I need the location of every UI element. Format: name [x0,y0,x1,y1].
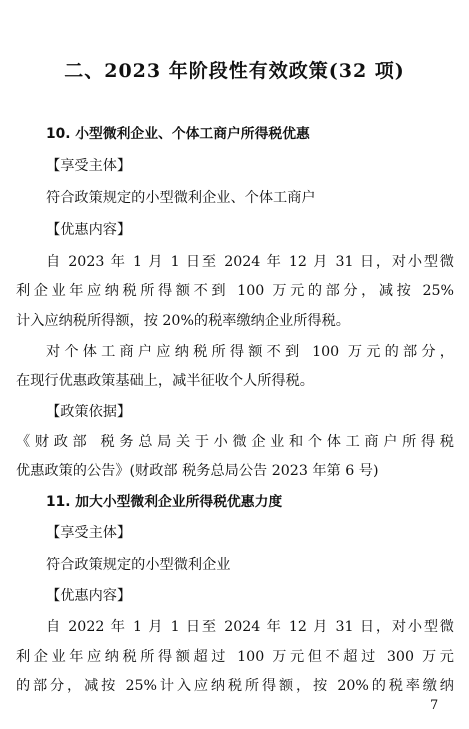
section-11-subject-label: 【享受主体】 [46,525,132,541]
section-10-heading: 10. 小型微利企业、个体工商户所得税优惠 [46,126,310,142]
section-11-content-label: 【优惠内容】 [46,588,132,604]
section-10-content-line: 计入应纳税所得额，按 20%的税率缴纳企业所得税。 [16,313,350,329]
section-10-content-line: 对个体工商户应纳税所得额不到 100 万元的部分， [46,344,454,360]
section-10-content-line: 在现行优惠政策基础上，减半征收个人所得税。 [16,373,314,389]
section-10-basis-line: 《财政部 税务总局关于小微企业和个体工商户所得税 [16,434,454,450]
section-10-basis-label: 【政策依据】 [46,404,132,420]
section-11-content-line: 的部分，减按 25%计入应纳税所得额，按 20%的税率缴纳 [16,678,454,694]
section-10-content-label: 【优惠内容】 [46,222,132,238]
section-10-basis-line: 优惠政策的公告》(财政部 税务总局公告 2023 年第 6 号) [16,463,379,479]
section-11-heading: 11. 加大小型微利企业所得税优惠力度 [46,494,283,510]
section-10-subject-label: 【享受主体】 [46,158,132,174]
section-10-subject-text: 符合政策规定的小型微利企业、个体工商户 [46,190,316,206]
chapter-title: 二、2023 年阶段性有效政策(32 项) [64,60,405,82]
section-11-content-line: 自 2022 年 1 月 1 日至 2024 年 12 月 31 日，对小型微 [46,619,454,635]
section-10-content-line: 自 2023 年 1 月 1 日至 2024 年 12 月 31 日，对小型微 [46,254,454,270]
page-number: 7 [430,698,439,713]
section-11-content-line: 利企业年应纳税所得额超过 100 万元但不超过 300 万元 [16,649,454,665]
section-10-content-line: 利企业年应纳税所得额不到 100 万元的部分，减按 25% [16,283,454,299]
section-11-subject-text: 符合政策规定的小型微利企业 [46,557,231,573]
